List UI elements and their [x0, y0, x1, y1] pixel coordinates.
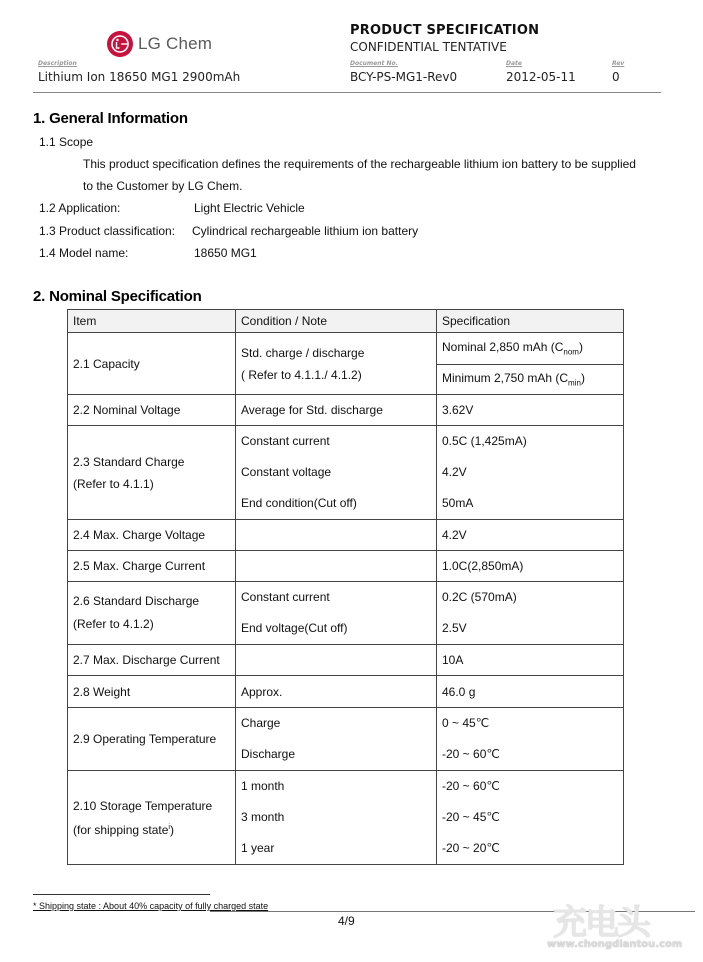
table-row-nominal-voltage — [68, 395, 624, 426]
rev-label: Rev — [612, 60, 625, 67]
spec-line: -20 ~ 60℃ — [442, 747, 500, 761]
spec-close: ) — [578, 340, 583, 355]
spec-line: -20 ~ 45℃ — [442, 810, 500, 824]
condition-line: 1 month — [241, 779, 285, 793]
table-row-operating-temperature — [68, 708, 624, 771]
cell-item: 2.7 Max. Discharge Current — [68, 645, 236, 676]
cell-condition — [236, 582, 437, 645]
spec-line: -20 ~ 60℃ — [442, 779, 500, 793]
cell-spec: 10A — [437, 645, 624, 676]
condition-line: Constant voltage — [241, 465, 332, 479]
page-number: 4/9 — [338, 914, 355, 928]
model-name-label: 1.4 Model name: — [39, 246, 129, 260]
scope-text-line-2: to the Customer by LG Chem. — [83, 179, 243, 193]
header-divider — [33, 92, 661, 93]
condition-line: Std. charge / discharge — [241, 345, 365, 360]
description-value: Lithium Ion 18650 MG1 2900mAh — [38, 70, 241, 84]
item-line: (Refer to 4.1.1) — [73, 476, 154, 491]
item-line: 2.3 Standard Charge — [73, 454, 185, 469]
cell-spec: 3.62V — [437, 395, 624, 426]
application-value: Light Electric Vehicle — [194, 201, 305, 215]
lg-logo-icon — [107, 31, 133, 57]
logo-text: LG Chem — [138, 34, 213, 53]
cell-condition — [236, 333, 437, 395]
item-line: (Refer to 4.1.2) — [73, 617, 154, 631]
footnote-divider — [33, 894, 210, 895]
cell-condition — [236, 771, 437, 865]
application-label: 1.2 Application: — [39, 201, 121, 215]
item-close: ) — [169, 822, 174, 837]
column-header-specification: Specification — [437, 310, 624, 333]
cell-spec — [437, 771, 624, 865]
table-row-max-charge-current — [68, 551, 624, 582]
cell-item: 2.8 Weight — [68, 676, 236, 708]
item-line — [73, 817, 230, 841]
table-header-row — [68, 310, 624, 333]
lg-chem-logo — [107, 31, 212, 57]
spec-line: -20 ~ 20℃ — [442, 841, 500, 855]
spec-line: 2.5V — [442, 621, 467, 635]
watermark-url: www.chongdiantou.com — [547, 939, 683, 950]
cell-spec: 4.2V — [437, 520, 624, 551]
cell-item — [68, 771, 236, 865]
cell-condition: Average for Std. discharge — [236, 395, 437, 426]
cell-condition — [236, 426, 437, 520]
cell-condition — [236, 520, 437, 551]
table-row-max-discharge-current — [68, 645, 624, 676]
table-row-weight — [68, 676, 624, 708]
date-label: Date — [506, 60, 522, 67]
scope-text-line-1: This product specification defines the requirements of the rechargeable lithium ion battery to be supplied — [83, 157, 636, 171]
item-line: 2.6 Standard Discharge — [73, 594, 200, 608]
cell-spec — [437, 582, 624, 645]
product-classification-label: 1.3 Product classification: — [39, 224, 176, 238]
spec-subscript: nom — [563, 347, 579, 357]
spec-text: Minimum 2,750 mAh (C — [442, 371, 569, 386]
cell-condition — [236, 551, 437, 582]
condition-line: Constant current — [241, 590, 330, 604]
footnote-text: * Shipping state : About 40% capacity of fully charged state — [33, 901, 269, 911]
cell-spec-nominal — [437, 333, 624, 365]
condition-line: Discharge — [241, 747, 296, 761]
cell-spec: 46.0 g — [437, 676, 624, 708]
cell-item: 2.5 Max. Charge Current — [68, 551, 236, 582]
cell-item: 2.2 Nominal Voltage — [68, 395, 236, 426]
table-row-standard-discharge — [68, 582, 624, 645]
item-text: (for shipping state — [73, 822, 169, 837]
cell-spec: 1.0C(2,850mA) — [437, 551, 624, 582]
scope-label: 1.1 Scope — [39, 135, 94, 149]
spec-line: 50mA — [442, 496, 474, 510]
cell-item: 2.1 Capacity — [68, 333, 236, 395]
column-header-item: Item — [68, 310, 236, 333]
spec-line: 0 ~ 45℃ — [442, 716, 490, 730]
cell-condition — [236, 708, 437, 771]
section-general-information-heading: 1. General Information — [33, 110, 188, 127]
condition-line: Charge — [241, 716, 281, 730]
spec-line: 4.2V — [442, 465, 467, 479]
condition-line: 1 year — [241, 841, 275, 855]
cell-item — [68, 426, 236, 520]
spec-text: Nominal 2,850 mAh (C — [442, 340, 564, 355]
cell-item — [68, 582, 236, 645]
cell-spec — [437, 708, 624, 771]
rev-value: 0 — [612, 70, 620, 84]
cell-condition — [236, 645, 437, 676]
cell-spec — [437, 426, 624, 520]
cell-condition: Approx. — [236, 676, 437, 708]
model-name-value: 18650 MG1 — [194, 246, 257, 260]
spec-line: 0.2C (570mA) — [442, 590, 517, 604]
document-no-value: BCY-PS-MG1-Rev0 — [350, 70, 458, 84]
condition-line: End condition(Cut off) — [241, 496, 357, 510]
watermark-logo-text: 充电头 — [553, 903, 649, 943]
table-row-max-charge-voltage — [68, 520, 624, 551]
column-header-condition: Condition / Note — [236, 310, 437, 333]
table-row-capacity — [68, 333, 624, 365]
watermark — [547, 895, 697, 957]
condition-line: Constant current — [241, 434, 330, 448]
table-row-storage-temperature — [68, 771, 624, 865]
cell-item: 2.9 Operating Temperature — [68, 708, 236, 771]
condition-line: End voltage(Cut off) — [241, 621, 348, 635]
section-nominal-specification-heading: 2. Nominal Specification — [33, 288, 202, 305]
nominal-specification-table — [67, 309, 624, 865]
document-no-label: Document No. — [350, 60, 398, 67]
description-label: Description — [38, 60, 77, 67]
document-subtitle: CONFIDENTIAL TENTATIVE — [350, 40, 507, 54]
footnote-marker: i — [168, 823, 170, 831]
condition-line: 3 month — [241, 810, 285, 824]
date-value: 2012-05-11 — [506, 70, 576, 84]
cell-spec-minimum — [437, 365, 624, 395]
spec-line: 0.5C (1,425mA) — [442, 434, 527, 448]
table-row-standard-charge — [68, 426, 624, 520]
item-line: 2.10 Storage Temperature — [73, 798, 213, 813]
product-classification-value: Cylindrical rechargeable lithium ion battery — [192, 224, 419, 238]
spec-close: ) — [580, 371, 585, 386]
condition-line: ( Refer to 4.1.1./ 4.1.2) — [241, 367, 362, 382]
cell-item: 2.4 Max. Charge Voltage — [68, 520, 236, 551]
document-title: PRODUCT SPECIFICATION — [350, 23, 540, 38]
spec-subscript: min — [568, 378, 581, 388]
